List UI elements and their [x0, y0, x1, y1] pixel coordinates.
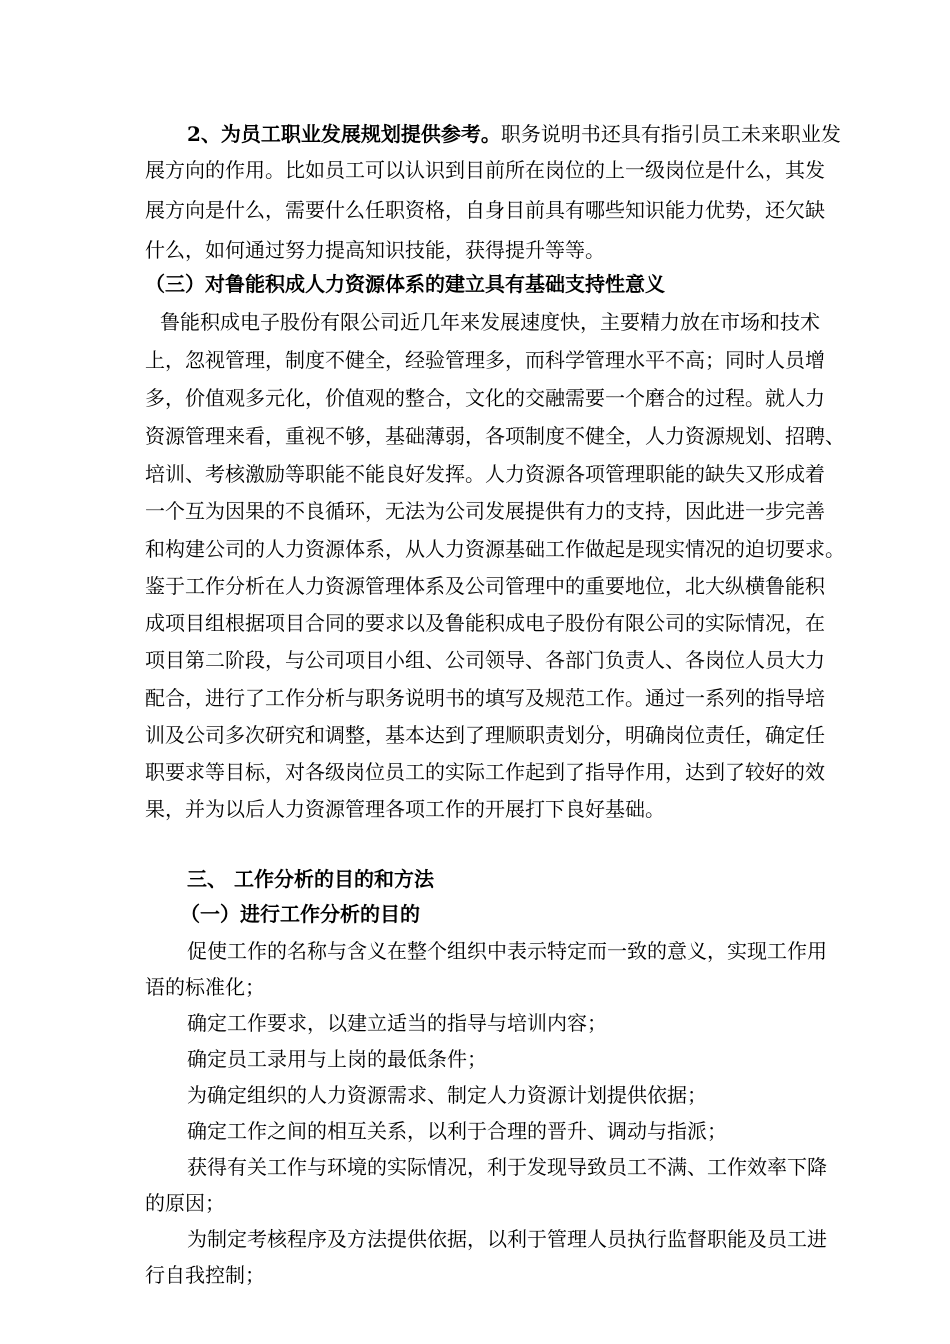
- paragraph-line: 训及公司多次研究和调整，基本达到了理顺职责划分，明确岗位责任，确定任: [145, 723, 825, 747]
- paragraph-line: 培训、考核激励等职能不能良好发挥。人力资源各项管理职能的缺失又形成着: [145, 462, 825, 486]
- purpose-item: 促使工作的名称与含义在整个组织中表示特定而一致的意义，实现工作用: [187, 939, 827, 963]
- purpose-item: 为确定组织的人力资源需求、制定人力资源计划提供依据；: [187, 1083, 707, 1107]
- paragraph-line: 鲁能积成电子股份有限公司近几年来发展速度快，主要精力放在市场和技术: [160, 310, 820, 334]
- purpose-item: 为制定考核程序及方法提供依据，以利于管理人员执行监督职能及员工进: [187, 1227, 827, 1251]
- paragraph-line: 项目第二阶段，与公司项目小组、公司领导、各部门负责人、各岗位人员大力: [145, 648, 825, 672]
- paragraph-line: 多，价值观多元化，价值观的整合，文化的交融需要一个磨合的过程。就人力: [145, 386, 825, 410]
- paragraph-line: 展方向是什么，需要什么任职资格，自身目前具有哪些知识能力优势，还欠缺: [145, 198, 825, 222]
- paragraph-line: 果，并为以后人力资源管理各项工作的开展打下良好基础。: [145, 797, 665, 821]
- paragraph-line: 鉴于工作分析在人力资源管理体系及公司管理中的重要地位，北大纵横鲁能积: [145, 574, 825, 598]
- purpose-item-cont: 的原因；: [145, 1191, 225, 1215]
- paragraph-text: 职务说明书还具有指引员工未来职业发: [500, 122, 841, 146]
- paragraph-line: 职要求等目标，对各级岗位员工的实际工作起到了指导作用，达到了较好的效: [145, 760, 825, 784]
- purpose-item-cont: 语的标准化；: [145, 975, 265, 999]
- purpose-item: 确定工作之间的相互关系，以利于合理的晋升、调动与指派；: [187, 1119, 727, 1143]
- paragraph-line: 成项目组根据项目合同的要求以及鲁能积成电子股份有限公司的实际情况，在: [145, 611, 825, 635]
- purpose-item-cont: 行自我控制；: [145, 1263, 265, 1287]
- section-heading: （三）对鲁能积成人力资源体系的建立具有基础支持性意义: [145, 272, 665, 296]
- purpose-item: 确定工作要求，以建立适当的指导与培训内容；: [187, 1011, 607, 1035]
- paragraph-line: 展方向的作用。比如员工可以认识到目前所在岗位的上一级岗位是什么，其发: [145, 158, 825, 182]
- purpose-item: 获得有关工作与环境的实际情况，利于发现导致员工不满、工作效率下降: [187, 1155, 827, 1179]
- paragraph-line: 和构建公司的人力资源体系，从人力资源基础工作做起是现实情况的迫切要求。: [145, 537, 845, 561]
- paragraph-line: 什么，如何通过努力提高知识技能，获得提升等等。: [145, 238, 605, 262]
- paragraph-line: [187, 120, 841, 148]
- subsection-heading: （一）进行工作分析的目的: [180, 902, 420, 926]
- paragraph-line: 配合，进行了工作分析与职务说明书的填写及规范工作。通过一系列的指导培: [145, 686, 825, 710]
- bold-lead: 2、为员工职业发展规划提供参考。: [187, 122, 501, 146]
- section-heading: 三、 工作分析的目的和方法: [187, 867, 434, 891]
- purpose-item: 确定员工录用与上岗的最低条件；: [187, 1047, 487, 1071]
- paragraph-line: 一个互为因果的不良循环，无法为公司发展提供有力的支持，因此进一步完善: [145, 499, 825, 523]
- paragraph-line: 上，忽视管理，制度不健全，经验管理多，而科学管理水平不高；同时人员增: [145, 348, 825, 372]
- paragraph-line: 资源管理来看，重视不够，基础薄弱，各项制度不健全，人力资源规划、招聘、: [145, 424, 845, 448]
